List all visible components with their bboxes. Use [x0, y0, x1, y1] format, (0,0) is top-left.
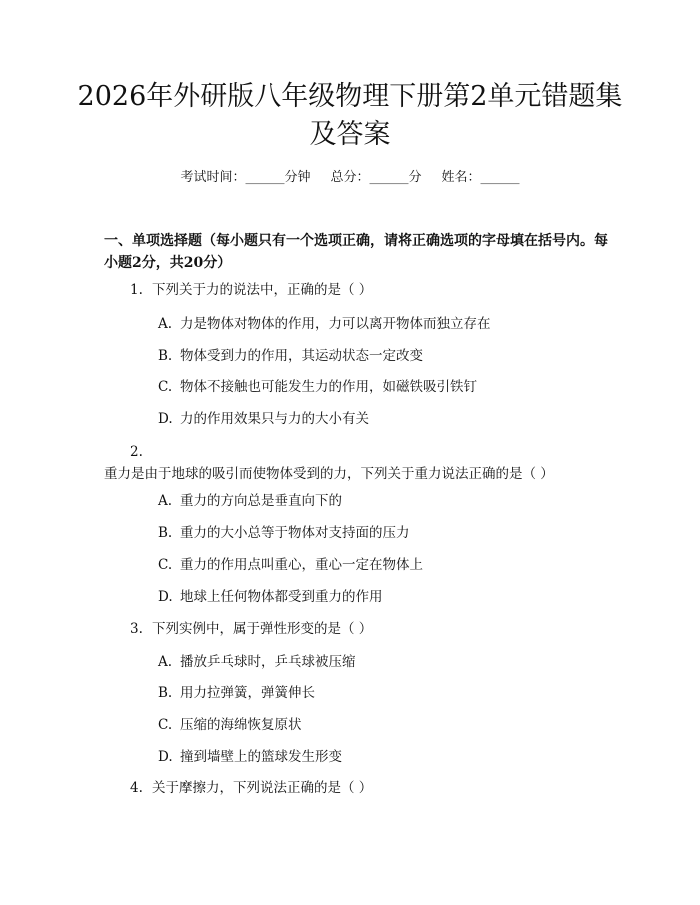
question-2-option-d — [158, 587, 598, 607]
option-letter: B. — [158, 348, 173, 364]
exam-meta — [0, 168, 700, 188]
option-text: 播放乒乓球时，乒乓球被压缩 — [180, 654, 356, 670]
question-2-option-c — [158, 555, 598, 575]
option-text: 力的作用效果只与力的大小有关 — [180, 411, 369, 427]
question-2-option-a — [158, 491, 598, 511]
option-text: 压缩的海绵恢复原状 — [180, 717, 302, 733]
option-text: 重力的大小总等于物体对支持面的压力 — [180, 525, 410, 541]
option-letter: A. — [158, 316, 173, 332]
option-text: 地球上任何物体都受到重力的作用 — [180, 589, 383, 605]
option-letter: D. — [158, 589, 173, 605]
question-text: 下列实例中，属于弹性形变的是（ ） — [152, 621, 373, 637]
question-text: 重力是由于地球的吸引而使物体受到的力，下列关于重力说法正确的是（ ） — [104, 466, 554, 482]
option-letter: D. — [158, 411, 173, 427]
option-text: 物体不接触也可能发生力的作用，如磁铁吸引铁钉 — [180, 379, 477, 395]
total-score-field: 总分：______分 — [330, 170, 422, 185]
question-4 — [104, 777, 596, 799]
question-3 — [104, 618, 596, 640]
question-number: 1. — [130, 282, 143, 298]
section-heading: 一、单项选择题（每小题只有一个选项正确，请将正确选项的字母填在括号内。每小题2分，共20分） — [104, 233, 608, 271]
question-1-option-c — [158, 377, 598, 397]
question-3-option-a — [158, 652, 598, 672]
question-number: 3. — [130, 621, 143, 637]
option-letter: A. — [158, 654, 173, 670]
name-field: 姓名：______ — [441, 170, 520, 185]
option-text: 物体受到力的作用，其运动状态一定改变 — [180, 348, 423, 364]
option-letter: C. — [158, 717, 173, 733]
page-title: 2026年外研版八年级物理下册第2单元错题集及答案 — [77, 81, 623, 150]
question-3-option-d — [158, 747, 598, 767]
question-1-option-b — [158, 346, 598, 366]
question-3-option-c — [158, 715, 598, 735]
option-letter: B. — [158, 685, 173, 701]
question-text: 下列关于力的说法中，正确的是（ ） — [152, 282, 373, 298]
exam-time-field: 考试时间：______分钟 — [180, 170, 311, 185]
option-letter: D. — [158, 749, 173, 765]
option-letter: C. — [158, 557, 173, 573]
question-1 — [104, 279, 596, 301]
option-letter: B. — [158, 525, 173, 541]
option-text: 力是物体对物体的作用，力可以离开物体而独立存在 — [180, 316, 491, 332]
option-letter: A. — [158, 493, 173, 509]
question-1-option-a — [158, 314, 598, 334]
option-text: 重力的方向总是垂直向下的 — [180, 493, 342, 509]
question-number: 2. — [130, 444, 143, 460]
option-text: 重力的作用点叫重心，重心一定在物体上 — [180, 557, 423, 573]
question-1-option-d — [158, 409, 598, 429]
question-text: 关于摩擦力，下列说法正确的是（ ） — [152, 780, 373, 796]
question-2 — [104, 441, 596, 485]
option-text: 用力拉弹簧，弹簧伸长 — [180, 685, 315, 701]
question-number: 4. — [130, 780, 143, 796]
option-text: 撞到墙壁上的篮球发生形变 — [180, 749, 342, 765]
question-2-option-b — [158, 523, 598, 543]
question-3-option-b — [158, 683, 598, 703]
option-letter: C. — [158, 379, 173, 395]
